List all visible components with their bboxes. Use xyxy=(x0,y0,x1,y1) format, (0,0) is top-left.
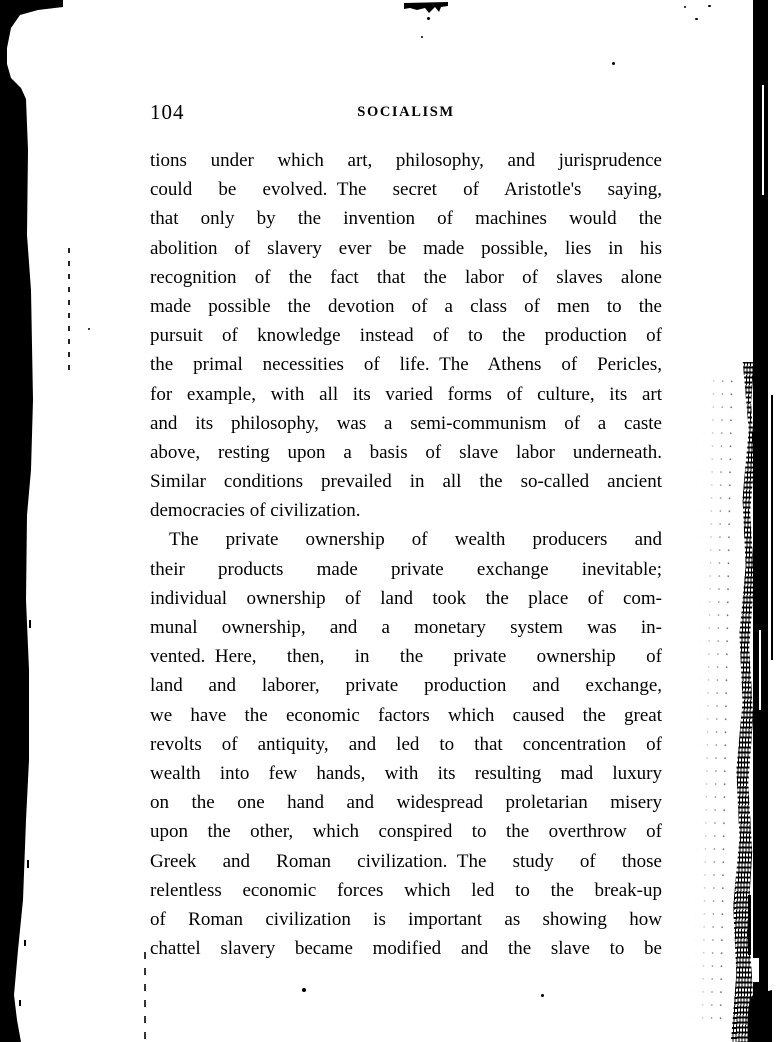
scan-speck xyxy=(427,17,430,20)
scan-speck xyxy=(302,988,306,992)
scan-speck xyxy=(19,1000,21,1006)
text-line: The private ownership of wealth producers and xyxy=(169,529,662,551)
scan-speck xyxy=(541,994,544,997)
scan-speck xyxy=(684,6,686,8)
text-line: the primal necessities of life. The Athens of Pericles, xyxy=(150,354,662,376)
scan-speck xyxy=(24,940,26,946)
scan-artifact-dashed-line xyxy=(68,248,70,374)
text-line: and its philosophy, was a semi-communism of a caste xyxy=(150,412,662,434)
text-line: made possible the devotion of a class of men to the xyxy=(150,295,662,317)
scan-artifact-top-mark xyxy=(404,2,448,13)
text-line: vented. Here, then, in the private ownership of xyxy=(150,646,662,668)
text-line: for example, with all its varied forms of culture, its art xyxy=(150,383,662,405)
text-line: individual ownership of land took the place of com- xyxy=(150,587,662,609)
scan-speck xyxy=(612,62,615,65)
scan-artifact-speckles xyxy=(692,380,735,1028)
text-line: abolition of slavery ever be made possible, lies in his xyxy=(150,237,662,259)
scan-speck xyxy=(695,18,698,20)
running-head: SOCIALISM xyxy=(357,104,455,120)
text-line: wealth into few hands, with its resulting mad luxury xyxy=(150,762,662,784)
text-line: democracies of civilization. xyxy=(150,500,361,522)
text-line: revolts of antiquity, and led to that concentration of xyxy=(150,733,662,755)
text-line: relentless economic forces which led to the break-up xyxy=(150,879,662,901)
page-header xyxy=(150,100,662,126)
body-text xyxy=(150,146,662,963)
text-line: we have the economic factors which caused the great xyxy=(150,704,662,726)
page-number: 104 xyxy=(150,100,185,124)
scan-artifact-right-line xyxy=(771,395,773,660)
text-line: land and laborer, private production and exchange, xyxy=(150,675,662,697)
scan-speck xyxy=(708,5,711,7)
text-line: tions under which art, philosophy, and jurisprudence xyxy=(150,150,662,171)
scan-speck xyxy=(421,36,423,38)
scan-speck xyxy=(88,328,90,330)
scan-speck xyxy=(27,860,29,868)
scan-artifact-left-band xyxy=(0,0,63,1042)
text-line: munal ownership, and a monetary system was in- xyxy=(150,617,662,638)
text-line: Similar conditions prevailed in all the so-called ancient xyxy=(150,471,662,493)
scan-gap xyxy=(759,630,761,710)
text-line: recognition of the fact that the labor of slaves alone xyxy=(150,266,662,288)
scan-artifact-dashed-line xyxy=(144,952,146,1042)
text-line: upon the other, which conspired to the overthrow of xyxy=(150,821,662,843)
scan-artifact-right-bar xyxy=(753,0,768,1042)
text-line: chattel slavery became modified and the slave to be xyxy=(150,938,662,960)
scan-gap xyxy=(753,958,759,982)
text-line: their products made private exchange inevitable; xyxy=(150,558,662,580)
scan-speck xyxy=(29,620,31,628)
text-line: above, resting upon a basis of slave labor underneath. xyxy=(150,441,662,463)
text-line: on the one hand and widespread proletarian misery xyxy=(150,792,662,814)
text-line: could be evolved. The secret of Aristotle's saying, xyxy=(150,179,662,201)
text-line: Greek and Roman civilization. The study of those xyxy=(150,850,662,872)
text-line: that only by the invention of machines would the xyxy=(150,208,662,230)
text-line: pursuit of knowledge instead of to the production of xyxy=(150,325,662,347)
text-line: of Roman civilization is important as showing how xyxy=(150,908,662,930)
scan-gap xyxy=(762,85,764,195)
